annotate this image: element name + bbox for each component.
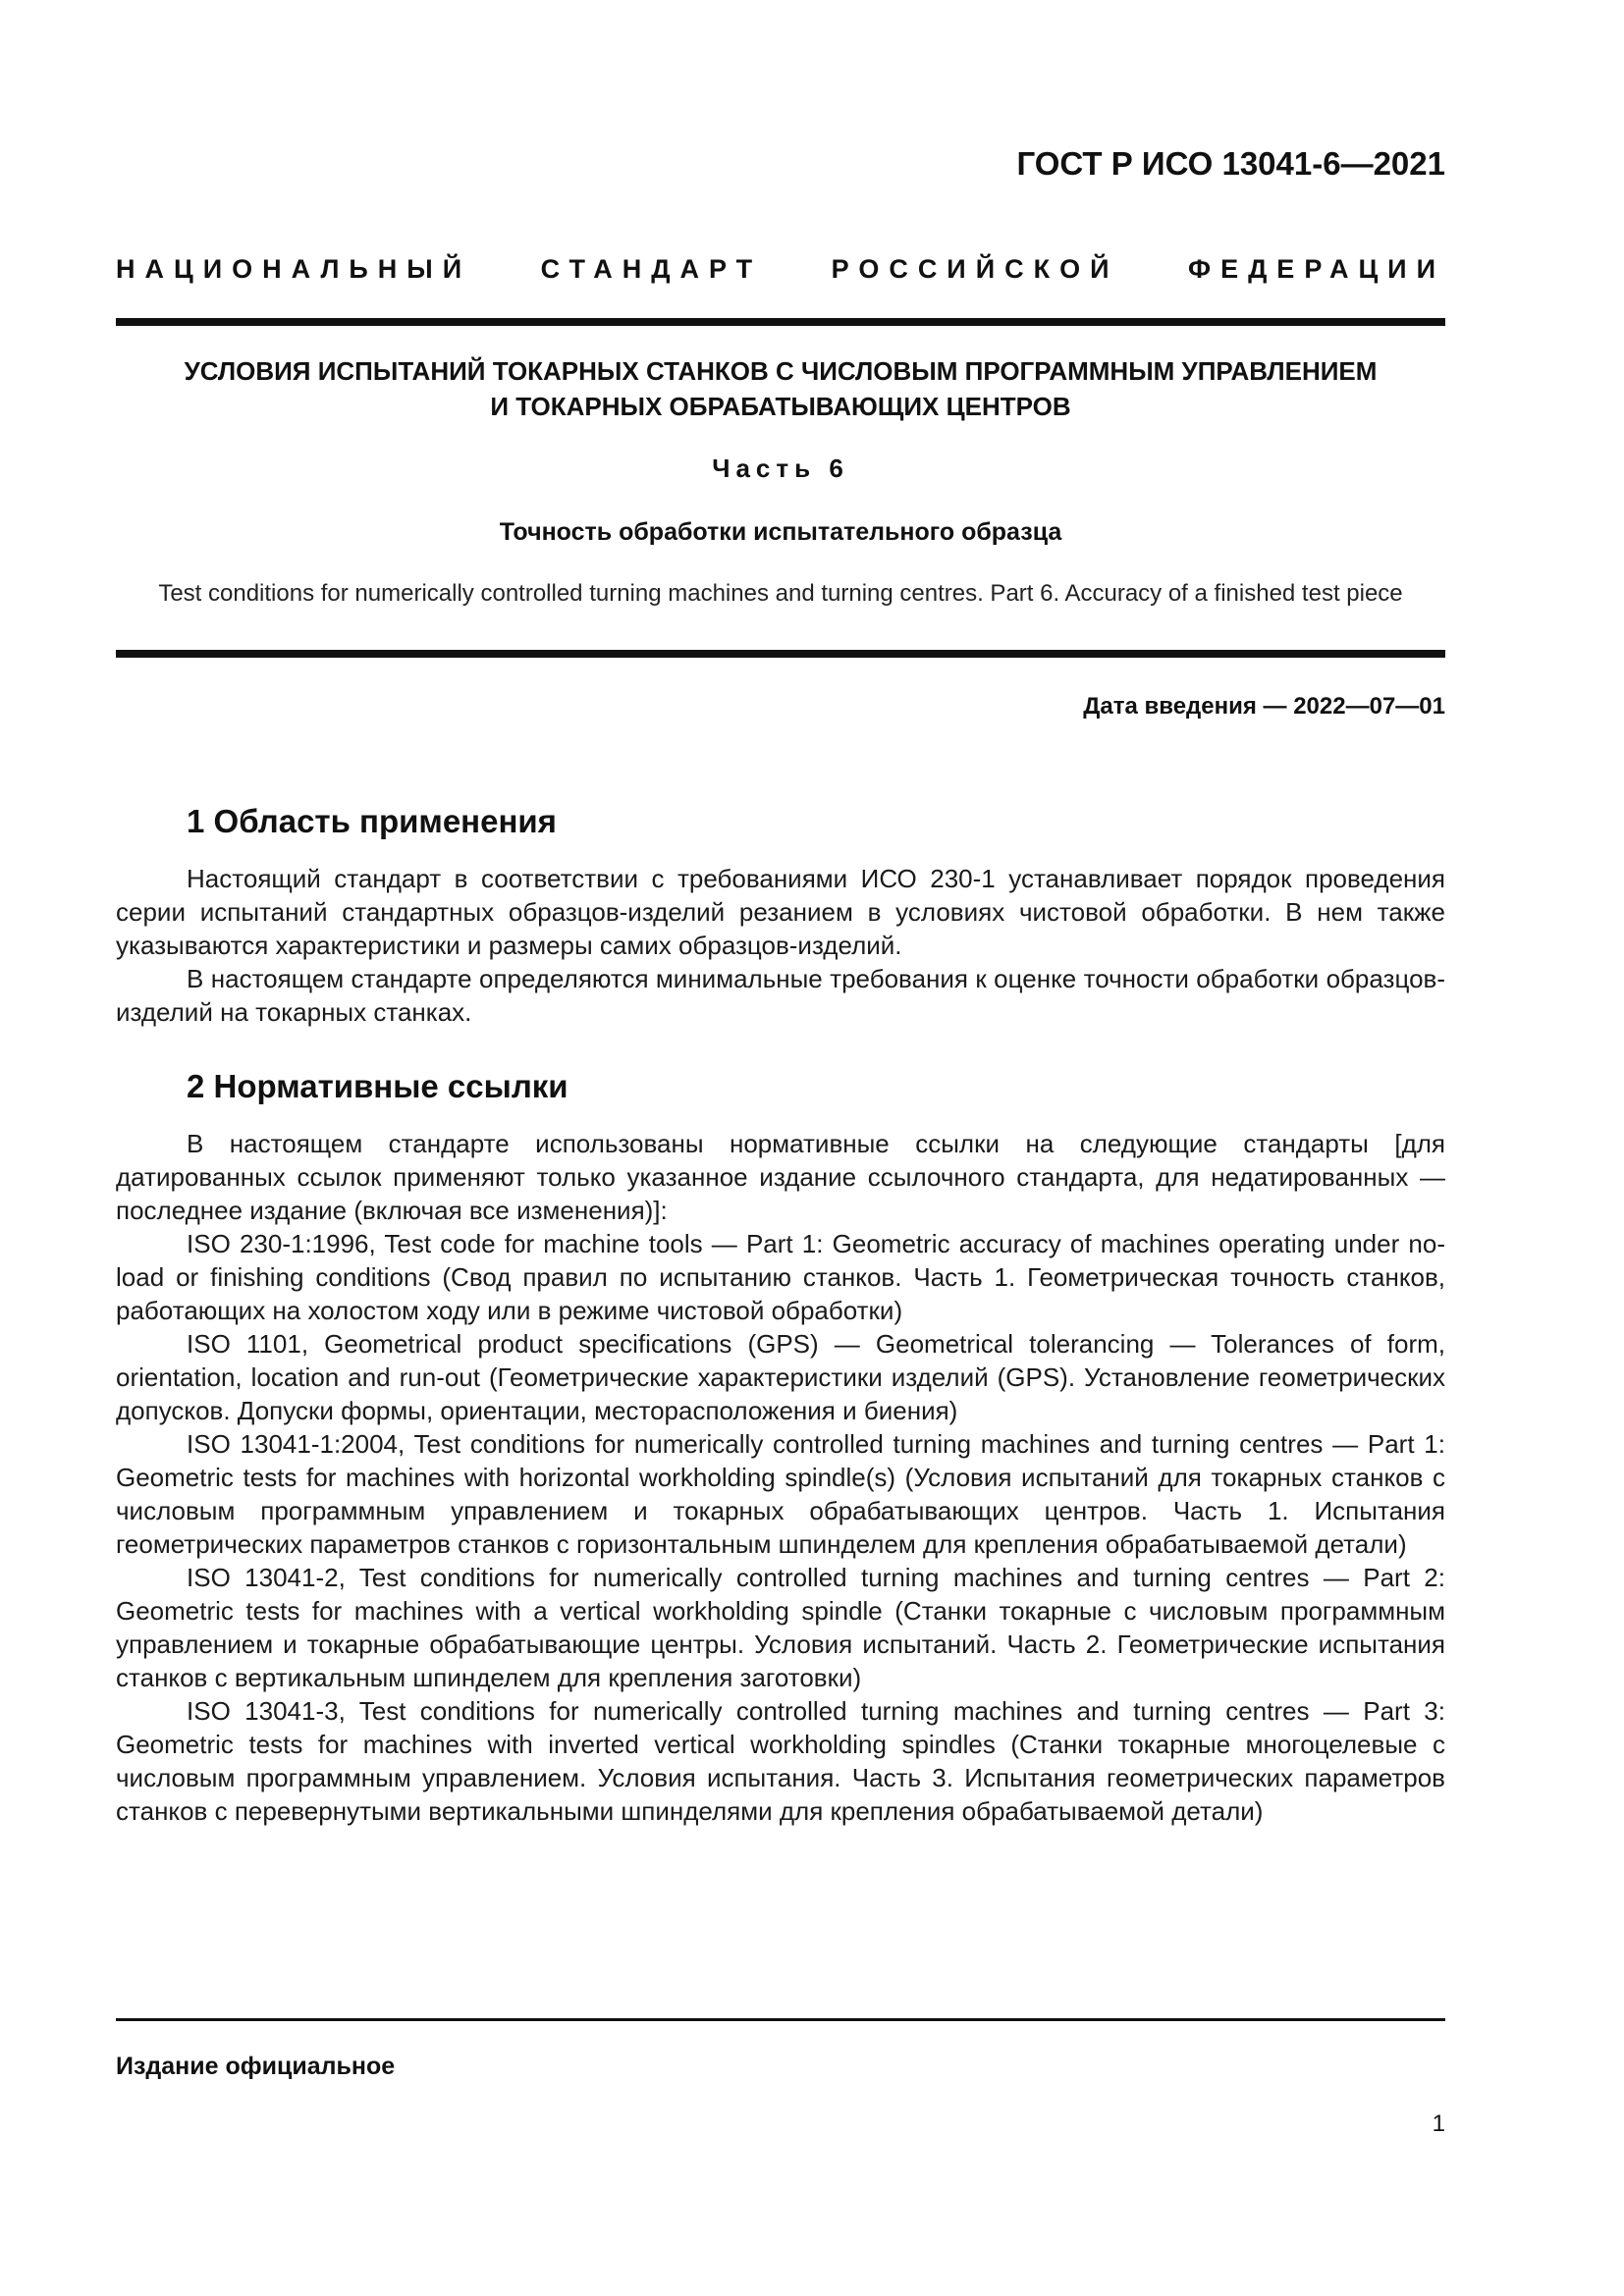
reference-iso-13041-2: ISO 13041-2, Test conditions for numerically controlled turning machines and turning centres — Part 2: Geometric tests for machines with a vertical workholding spindle (Станки токарные с числовым программным управлением и токарные обрабатывающие центры. Условия испытаний. Часть 2. Геометрические испытания станков с вертикальным шпинделем для крепления заготовки) — [116, 1563, 1445, 1692]
page-number: 1 — [1432, 2110, 1445, 2137]
footer-divider — [116, 2018, 1445, 2021]
reference-iso-1101: ISO 1101, Geometrical product specifications (GPS) — Geometrical tolerancing — Tolerances of form, orientation, location and run-out (Геометрические характеристики изделий (GPS). Установление геометрических допусков. Допуски формы, ориентации, месторасположения и биения) — [116, 1329, 1445, 1425]
document-title — [116, 353, 1445, 424]
section-1-heading: 1 Область применения — [187, 803, 557, 839]
section-2-heading: 2 Нормативные ссылки — [187, 1068, 568, 1104]
reference-iso-230-1: ISO 230-1:1996, Test code for machine tools — Part 1: Geometric accuracy of machines operating under no-load or finishing conditions (Свод правил по испытанию станков. Часть 1. Геометрическая точность станков, работающих на холостом ходу или в режиме чистовой обработки) — [116, 1229, 1445, 1325]
title-line-2: И ТОКАРНЫХ ОБРАБАТЫВАЮЩИХ ЦЕНТРОВ — [490, 392, 1071, 421]
reference-iso-13041-1: ISO 13041-1:2004, Test conditions for numerically controlled turning machines and turning centres — Part 1: Geometric tests for machines with horizontal workholding spindle(s) (Условия испытаний для токарных станков с числовым программным управлением и токарных обрабатывающих центров. Часть 1. Испытания геометрических параметров станков с горизонтальным шпинделем для крепления обрабатываемой детали) — [116, 1429, 1445, 1559]
paragraph: Настоящий стандарт в соответствии с требованиями ИСО 230-1 устанавливает порядок проведения серии испытаний стандартных образцов-изделий резанием в условиях чистовой обработки. В нем также указываются характеристики и размеры самих образцов-изделий. — [116, 864, 1445, 960]
document-subtitle: Точность обработки испытательного образца — [499, 518, 1062, 546]
paragraph: В настоящем стандарте определяются минимальные требования к оценке точности обработки образцов-изделий на токарных станках. — [116, 964, 1445, 1027]
title-line-1: УСЛОВИЯ ИСПЫТАНИЙ ТОКАРНЫХ СТАНКОВ С ЧИСЛОВЫМ ПРОГРАММНЫМ УПРАВЛЕНИЕМ — [184, 356, 1378, 386]
gost-code: ГОСТ Р ИСО 13041-6—2021 — [1016, 145, 1445, 182]
top-divider — [116, 318, 1445, 326]
edition-label: Издание официальное — [116, 2053, 396, 2080]
part-label: Часть 6 — [712, 454, 849, 483]
national-standard-heading: НАЦИОНАЛЬНЫЙ СТАНДАРТ РОССИЙСКОЙ ФЕДЕРАЦИИ — [116, 254, 1445, 284]
title-divider — [116, 650, 1445, 658]
reference-iso-13041-3: ISO 13041-3, Test conditions for numerically controlled turning machines and turning centres — Part 3: Geometric tests for machines with inverted vertical workholding spindles (Станки токарные многоцелевые с числовым программным управлением. Условия испытания. Часть 3. Испытания геометрических параметров станков с перевернутыми вертикальными шпинделями для крепления обрабатываемой детали) — [116, 1696, 1445, 1826]
section-1-body — [116, 862, 1445, 1029]
paragraph: В настоящем стандарте использованы нормативные ссылки на следующие стандарты [для датированных ссылок применяют только указанное издание ссылочного стандарта, для недатированных — последнее издание (включая все изменения)]: — [116, 1129, 1445, 1225]
introduction-date: Дата введения — 2022—07—01 — [1083, 693, 1445, 720]
section-2-body — [116, 1127, 1445, 1828]
english-title: Test conditions for numerically controlled turning machines and turning centres. Part 6. Accuracy of a finished test piece — [158, 580, 1403, 607]
